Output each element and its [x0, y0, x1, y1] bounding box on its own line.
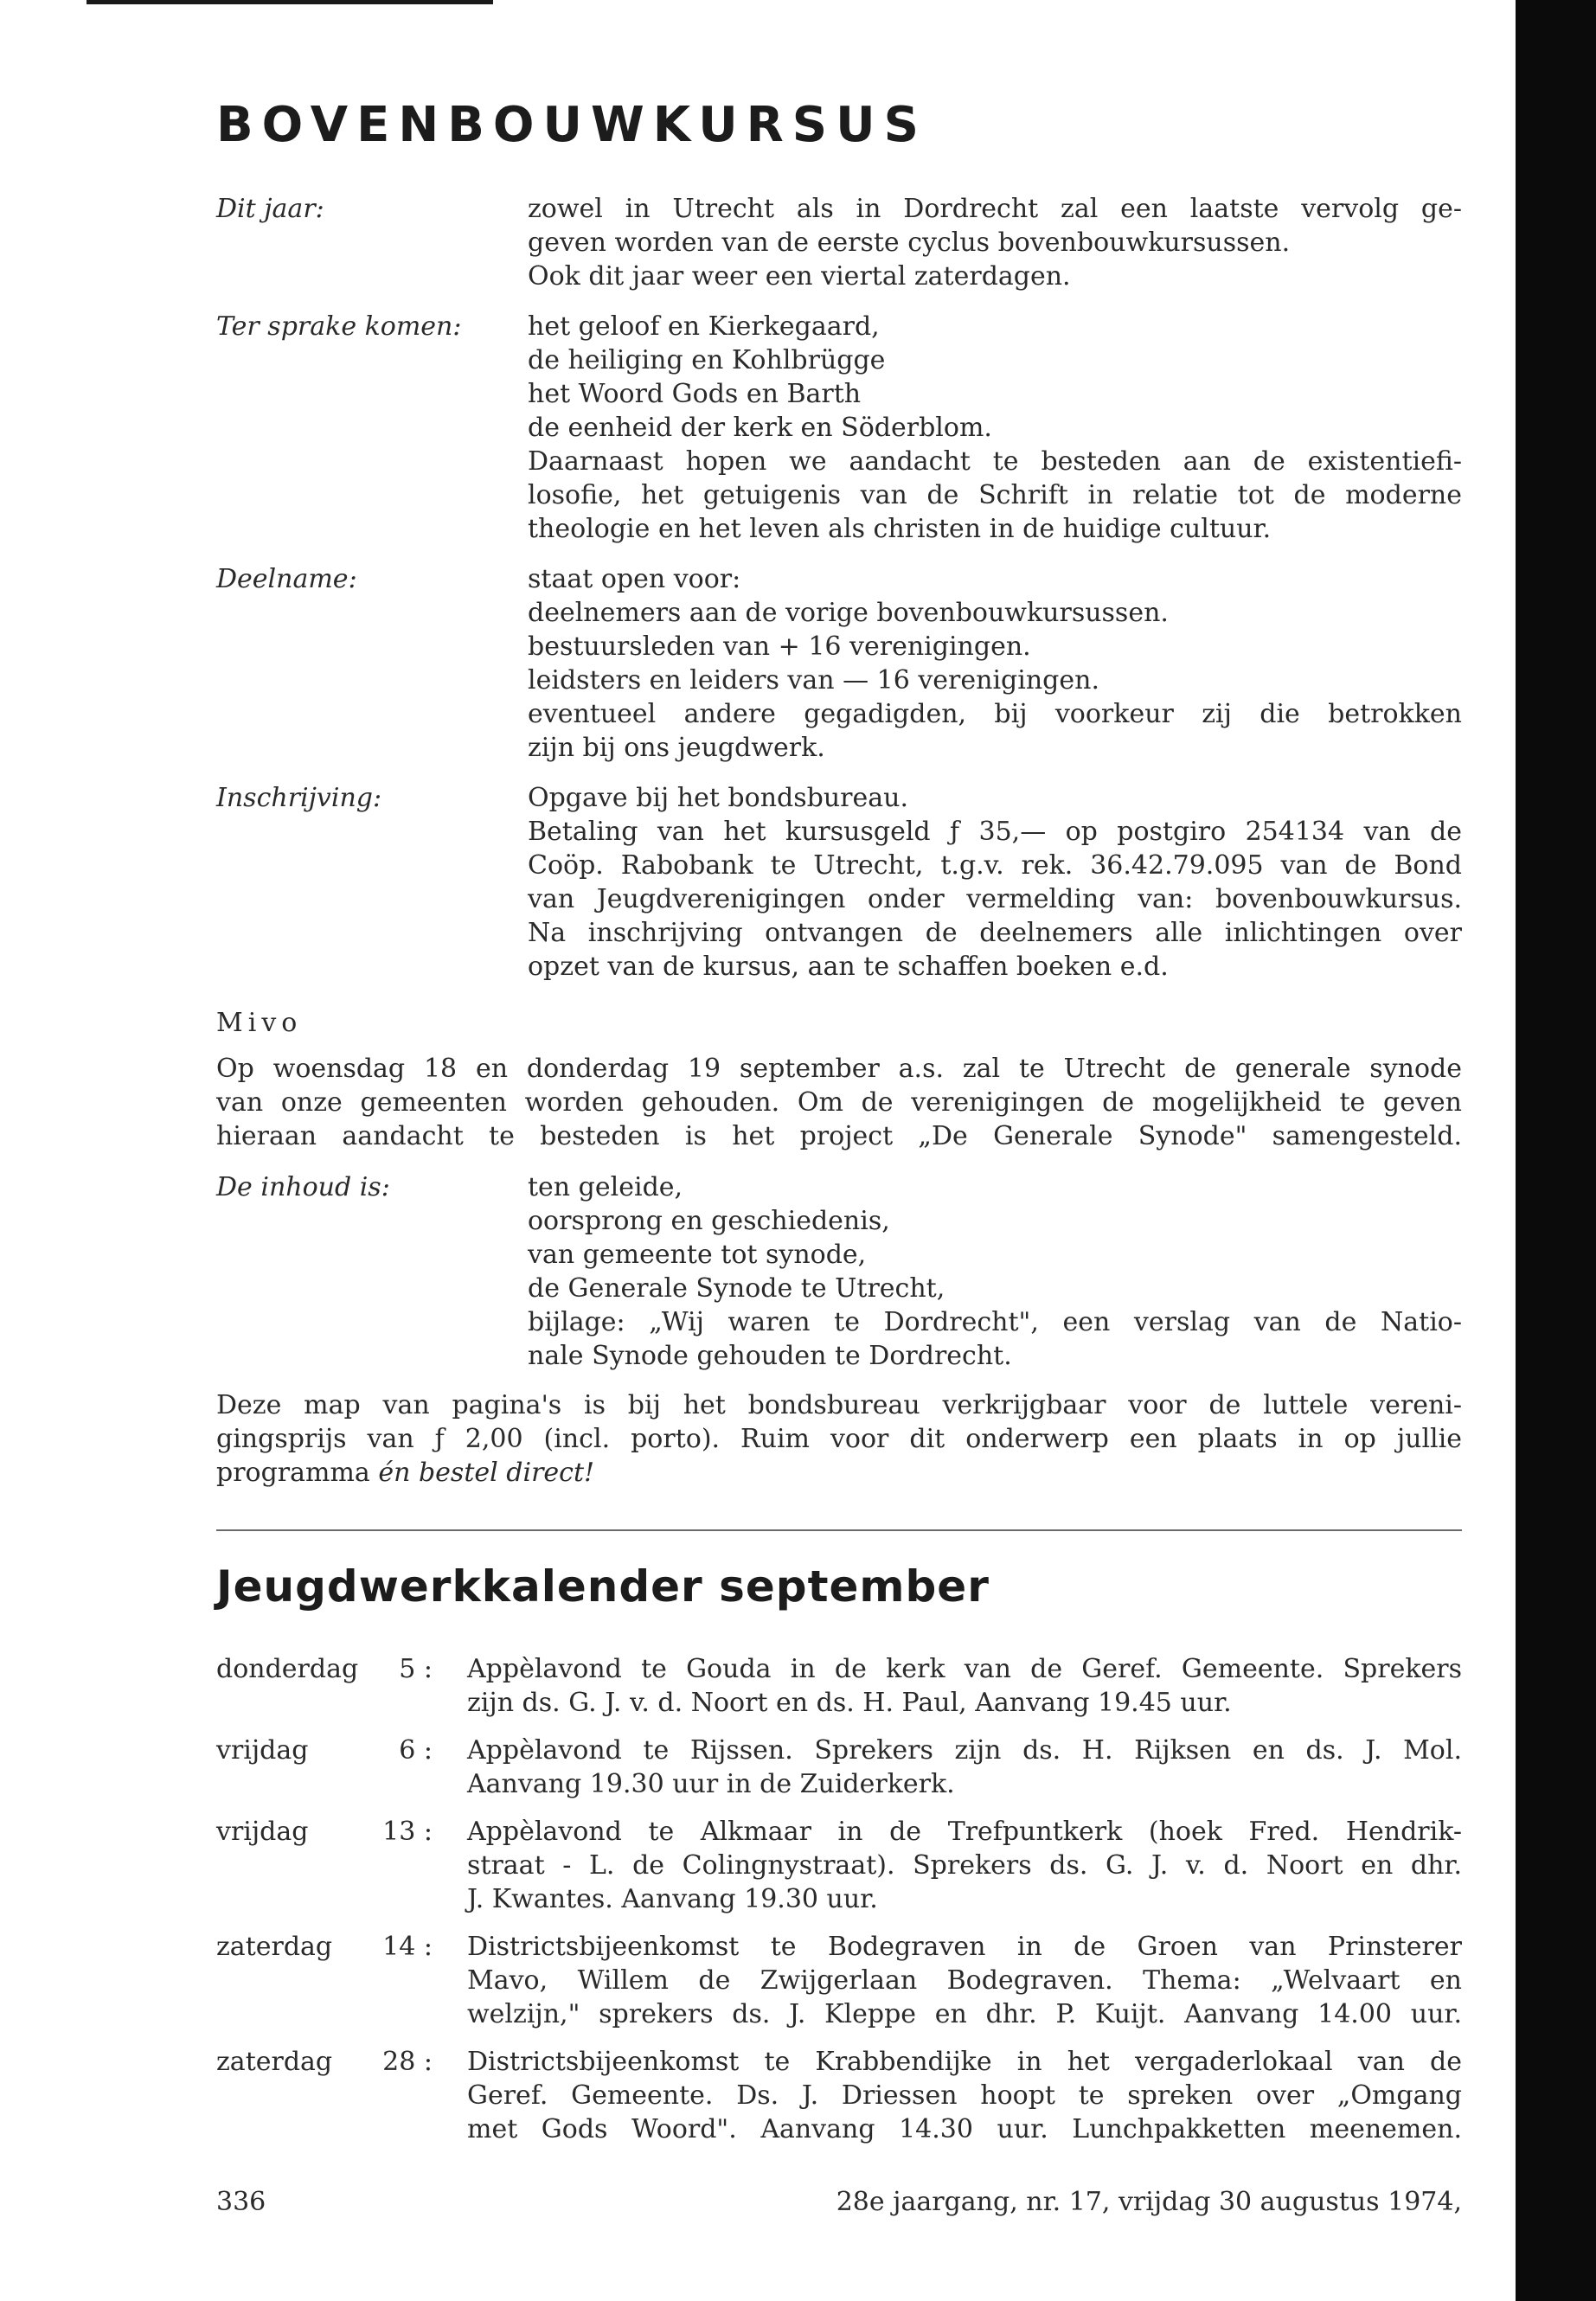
text-line: van Jeugdverenigingen onder vermelding van: bovenbouwkursus. [528, 884, 1462, 914]
course-sections [216, 192, 1462, 984]
course-title: BOVENBOUWKURSUS [216, 97, 927, 153]
text-line: Aanvang 19.30 uur in de Zuiderkerk. [467, 1769, 955, 1799]
text-line: van gemeente tot synode, [528, 1240, 867, 1270]
text-line: Deze map van pagina's is bij het bondsbureau verkrijgbaar voor de luttele vereni- [216, 1390, 1462, 1420]
calendar-day: vrijdag [216, 1735, 309, 1766]
calendar-day: vrijdag [216, 1817, 309, 1847]
mivo-contents [216, 1170, 1462, 1373]
text-line: Na inschrijving ontvangen de deelnemers alle inlichtingen over [528, 918, 1462, 948]
calendar-entry [216, 2045, 1462, 2146]
text-line: theologie en het leven als christen in de huidige cultuur. [528, 514, 1272, 544]
section-divider [216, 1529, 1462, 1531]
calendar-title: Jeugdwerkkalender september [216, 1561, 990, 1612]
calendar-date: 14 : [382, 1932, 433, 1962]
section-inschrijving [216, 781, 1462, 984]
text-line: het Woord Gods en Barth [528, 379, 862, 409]
section-label: Inschrijving: [216, 783, 382, 813]
text-line: oorsprong en geschiedenis, [528, 1206, 890, 1236]
section-de-inhoud [216, 1170, 1462, 1373]
text-line: gingsprijs van ƒ 2,00 (incl. porto). Ruim voor dit onderwerp een plaats in op jullie [216, 1424, 1462, 1454]
text-line: welzijn," sprekers ds. J. Kleppe en dhr. P. Kuijt. Aanvang 14.00 uur. [467, 1999, 1462, 2029]
text-line: eventueel andere gegadigden, bij voorkeur zij die betrokken [528, 699, 1462, 729]
calendar-day: donderdag [216, 1654, 359, 1684]
calendar-date: 13 : [382, 1817, 433, 1847]
mivo-closing [216, 1388, 1462, 1490]
closing-plain: programma [216, 1458, 379, 1488]
text-line: Opgave bij het bondsbureau. [528, 783, 908, 813]
section-label: De inhoud is: [216, 1172, 390, 1202]
calendar-entry [216, 1930, 1462, 2031]
calendar-date: 5 : [399, 1654, 433, 1684]
text-line: bijlage: „Wij waren te Dordrecht", een verslag van de Natio- [528, 1307, 1462, 1337]
text-line: bestuursleden van + 16 verenigingen. [528, 631, 1031, 662]
text-line: J. Kwantes. Aanvang 19.30 uur. [467, 1884, 878, 1914]
section-label: Dit jaar: [216, 194, 324, 224]
text-line: met Gods Woord". Aanvang 14.30 uur. Lunchpakketten meenemen. [467, 2114, 1462, 2144]
calendar-date: 6 : [399, 1735, 433, 1766]
section-label: Deelname: [216, 564, 357, 594]
text-line: Betaling van het kursusgeld ƒ 35,— op postgiro 254134 van de [528, 817, 1462, 847]
text-line: de Generale Synode te Utrecht, [528, 1273, 945, 1304]
text-line: het geloof en Kierkegaard, [528, 311, 880, 342]
text-line: Coöp. Rabobank te Utrecht, t.g.v. rek. 36.42.79.095 van de Bond [528, 850, 1462, 881]
text-line: staat open voor: [528, 564, 741, 594]
section-deelname [216, 562, 1462, 765]
text-line: de eenheid der kerk en Söderblom. [528, 413, 992, 443]
calendar-entry [216, 1734, 1462, 1801]
text-line: losofie, het getuigenis van de Schrift in relatie tot de moderne [528, 480, 1462, 510]
text-line: hieraan aandacht te besteden is het project „De Generale Synode" samengesteld. [216, 1121, 1462, 1151]
text-line: zowel in Utrecht als in Dordrecht zal een laatste vervolg ge- [528, 194, 1462, 224]
section-ter-sprake-komen [216, 310, 1462, 546]
calendar-date: 28 : [382, 2047, 433, 2077]
issue-info: 28e jaargang, nr. 17, vrijdag 30 augustus 1974, [836, 2187, 1462, 2217]
calendar-entry [216, 1815, 1462, 1916]
text-line: de heiliging en Kohlbrügge [528, 345, 886, 375]
closing-emphasis: én bestel direct! [378, 1458, 595, 1488]
page-number: 336 [216, 2187, 266, 2217]
text-line: Districtsbijeenkomst te Krabbendijke in het vergaderlokaal van de [467, 2047, 1462, 2077]
calendar-entry [216, 1652, 1462, 1720]
calendar-day: zaterdag [216, 2047, 333, 2077]
text-line [216, 1456, 1462, 1490]
text-line: Daarnaast hopen we aandacht te besteden aan de existentiefi- [528, 446, 1462, 477]
scan-edge [1516, 0, 1596, 2301]
text-line: zijn ds. G. J. v. d. Noort en ds. H. Paul, Aanvang 19.45 uur. [467, 1688, 1232, 1718]
text-line: ten geleide, [528, 1172, 683, 1202]
text-line: Districtsbijeenkomst te Bodegraven in de Groen van Prinsterer [467, 1932, 1462, 1962]
text-line: nale Synode gehouden te Dordrecht. [528, 1341, 1012, 1371]
section-dit-jaar [216, 192, 1462, 293]
mivo-heading: Mivo [216, 1008, 303, 1038]
text-line: deelnemers aan de vorige bovenbouwkursussen. [528, 598, 1169, 628]
text-line: Mavo, Willem de Zwijgerlaan Bodegraven. Thema: „Welvaart en [467, 1965, 1462, 1996]
text-line: Ook dit jaar weer een viertal zaterdagen. [528, 261, 1071, 292]
text-line: leidsters en leiders van — 16 verenigingen. [528, 665, 1099, 695]
text-line: Appèlavond te Gouda in de kerk van de Geref. Gemeente. Sprekers [467, 1654, 1462, 1684]
text-line: straat - L. de Colingnystraat). Sprekers ds. G. J. v. d. Noort en dhr. [467, 1850, 1462, 1881]
text-line: opzet van de kursus, aan te schaffen boeken e.d. [528, 952, 1169, 982]
text-line: van onze gemeenten worden gehouden. Om de verenigingen de mogelijkheid te geven [216, 1087, 1462, 1118]
text-line: geven worden van de eerste cyclus bovenbouwkursussen. [528, 228, 1291, 258]
text-line: Geref. Gemeente. Ds. J. Driessen hoopt te spreken over „Omgang [467, 2080, 1462, 2111]
text-line: zijn bij ons jeugdwerk. [528, 733, 825, 763]
calendar-list [216, 1652, 1462, 2146]
top-rule [87, 0, 493, 4]
section-label: Ter sprake komen: [216, 311, 462, 342]
calendar-day: zaterdag [216, 1932, 333, 1962]
text-line: Appèlavond te Alkmaar in de Trefpuntkerk (hoek Fred. Hendrik- [467, 1817, 1462, 1847]
text-line: Op woensdag 18 en donderdag 19 september a.s. zal te Utrecht de generale synode [216, 1054, 1462, 1084]
text-line: Appèlavond te Rijssen. Sprekers zijn ds. H. Rijksen en ds. J. Mol. [467, 1735, 1462, 1766]
mivo-intro [216, 1052, 1462, 1153]
